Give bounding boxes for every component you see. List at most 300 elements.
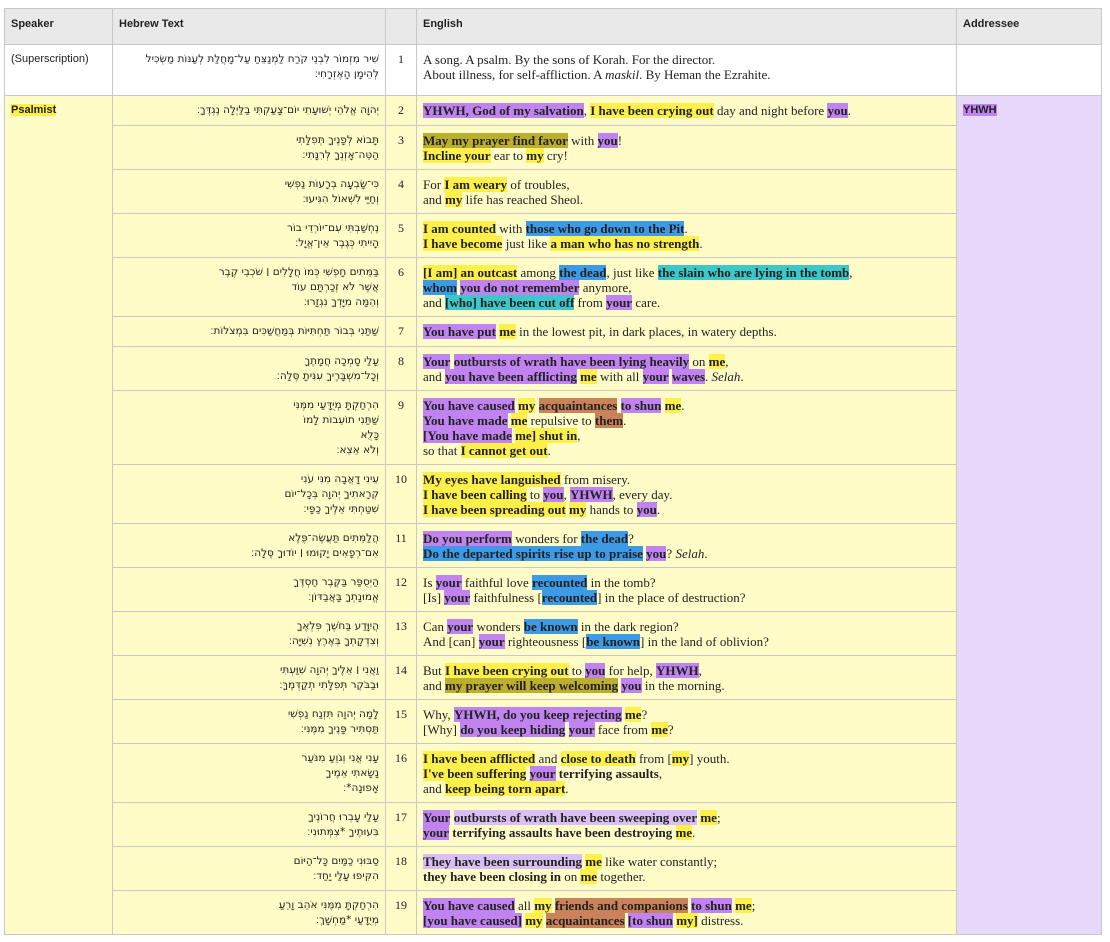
highlighted-phrase: YHWH, do you keep rejecting: [453, 707, 622, 722]
text-run: with all: [596, 369, 643, 384]
text-run: ,: [658, 766, 663, 781]
header-speaker: Speaker: [5, 9, 113, 45]
verse-row: [5, 170, 1102, 214]
highlighted-phrase: Selah: [675, 546, 705, 561]
english-cell: [417, 347, 957, 391]
header-row: [5, 9, 1102, 45]
text-run: ,: [577, 428, 581, 443]
text-run: .: [684, 221, 688, 236]
hebrew-line: וְצִדְקָתְךָ בְּאֶרֶץ נְשִׁיָּה׃: [288, 635, 379, 647]
english-line: [423, 546, 950, 561]
text-run: faithfulness [: [470, 590, 542, 605]
text-run: together.: [597, 869, 646, 884]
hebrew-cell: [113, 803, 386, 847]
highlighted-phrase: terrifying assaults have been destroying: [452, 825, 673, 840]
highlighted-phrase: the dead: [559, 265, 607, 280]
superscription-addressee: [957, 45, 1102, 96]
english-line: [423, 443, 950, 458]
highlighted-phrase: outbursts of wrath have been sweeping over: [453, 810, 698, 825]
text-run: on: [560, 869, 581, 884]
english-cell: [417, 214, 957, 258]
highlighted-phrase: I've been suffering: [423, 766, 527, 781]
highlighted-phrase: YHWH: [655, 663, 699, 678]
superscription-hebrew: [113, 45, 386, 96]
hebrew-line: עָנִי אֲנִי וְגֹוֵעַ מִנֹּעַר: [301, 752, 379, 764]
highlighted-phrase: I have been spreading out: [423, 502, 566, 517]
text-run: But: [423, 663, 446, 678]
highlighted-phrase: You have caused: [423, 398, 515, 413]
english-line: [423, 634, 950, 649]
verse-row: [5, 126, 1102, 170]
highlighted-phrase: me: [708, 354, 726, 369]
hebrew-cell: [113, 96, 386, 126]
highlighted-phrase: be known: [586, 634, 641, 649]
hebrew-cell: [113, 347, 386, 391]
hebrew-line: אֱמוּנָתְךָ בָּאֲבַדּוֹן׃: [308, 591, 379, 603]
hebrew-line: וְהֵמָּה מִיָּדְךָ נִגְזָרוּ׃: [303, 296, 379, 308]
english-cell: [417, 803, 957, 847]
hebrew-line: וְכָל־מִשְׁבָּרֶיךָ עִנִּיתָ סֶּלָה׃: [276, 370, 379, 382]
hebrew-line: הִרְחַקְתָּ מְיֻדָּעַי מִמֶּנִּי: [293, 399, 379, 411]
text-run: ?: [667, 722, 674, 737]
english-line: [423, 590, 950, 605]
english-line: [423, 148, 950, 163]
highlighted-phrase: close to death: [560, 751, 636, 766]
english-line: [423, 487, 950, 502]
highlighted-phrase: You have put: [423, 324, 496, 339]
text-run: and: [423, 295, 446, 310]
text-run: face from: [594, 722, 652, 737]
text-run: .: [656, 502, 661, 517]
text-run: !: [617, 133, 623, 148]
highlighted-phrase: my prayer will keep welcoming: [445, 678, 619, 693]
highlighted-phrase: me: [499, 324, 516, 339]
hebrew-line: עֵינִי דָאֲבָה מִנִּי עֹנִי: [300, 473, 379, 485]
verse-number: 19: [386, 891, 417, 935]
text-run: from misery.: [560, 472, 631, 487]
english-cell: [417, 568, 957, 612]
hebrew-cell: [113, 465, 386, 524]
text-run: .: [681, 398, 685, 413]
highlighted-phrase: you: [827, 103, 848, 118]
highlighted-phrase: your: [478, 634, 505, 649]
hebrew-cell: [113, 214, 386, 258]
text-run: .: [692, 825, 696, 840]
english-line: About illness, for self-affliction. A maskil. By Heman the Ezrahite.: [423, 67, 771, 82]
english-cell: [417, 700, 957, 744]
highlighted-phrase: I have been calling: [423, 487, 527, 502]
text-run: For: [423, 177, 445, 192]
highlighted-phrase: do you keep hiding: [460, 722, 566, 737]
highlighted-phrase: YHWH: [570, 487, 613, 502]
english-line: [423, 619, 950, 634]
english-line: [423, 295, 950, 310]
highlighted-phrase: You have made: [423, 413, 508, 428]
addressee-cell: [957, 96, 1102, 935]
highlighted-phrase: a man who has no strength: [550, 236, 700, 251]
hebrew-line: כִּי־שָׂבְעָה בְרָעוֹת נַפְשִׁי: [284, 178, 379, 190]
text-run: day and night before: [713, 103, 828, 118]
highlighted-phrase: you: [597, 133, 618, 148]
highlighted-phrase: my: [445, 192, 463, 207]
highlighted-phrase: me: [675, 825, 693, 840]
english-line: [423, 502, 950, 517]
hebrew-cell: [113, 847, 386, 891]
highlighted-phrase: my: [569, 502, 587, 517]
highlighted-phrase: [who] have been cut off: [445, 295, 575, 310]
hebrew-line: אָפוּנָה*׃: [343, 782, 379, 794]
hebrew-cell: [113, 126, 386, 170]
verse-number: 2: [386, 96, 417, 126]
english-cell: [417, 170, 957, 214]
highlighted-phrase: them: [594, 413, 624, 428]
english-line: [423, 398, 950, 413]
verse-row: [5, 612, 1102, 656]
verse-number: 7: [386, 317, 417, 347]
english-line: [423, 280, 950, 295]
hebrew-line: עָלַי סָמְכָה חֲמָתֶךָ: [304, 355, 379, 367]
text-run: Why,: [423, 707, 454, 722]
highlighted-phrase: me: [510, 413, 528, 428]
verse-row: [5, 847, 1102, 891]
header-hebrew: Hebrew Text: [113, 9, 386, 45]
highlighted-phrase: your: [642, 369, 669, 384]
highlighted-phrase: me: [580, 869, 598, 884]
hebrew-line: הֲיִוָּדַע בַּחֹשֶׁךְ פִּלְאֶךָ: [296, 620, 379, 632]
text-run: distress.: [697, 913, 744, 928]
hebrew-line: מְיֻדָּעַי *מַחְשָׁךְ׃: [316, 914, 379, 926]
hebrew-line: תָּבוֹא לְפָנֶיךָ תְּפִלָּתִי: [296, 134, 379, 146]
text-run: from: [574, 295, 607, 310]
english-line: A song. A psalm. By the sons of Korah. For the director.: [423, 52, 716, 67]
hebrew-line: יְהוָה אֱלֹהֵי יְשׁוּעָתִי יוֹם־צָעַקְתִּי בַלַּיְלָה נֶגְדֶּךָ׃: [196, 104, 379, 116]
text-run: , every day.: [612, 487, 673, 502]
highlighted-phrase: acquaintances: [538, 398, 618, 413]
hebrew-line: נָשָׂאתִי אֵמֶיךָ: [325, 767, 379, 779]
english-line: [423, 369, 950, 384]
verse-number: 9: [386, 391, 417, 465]
hebrew-line: הִקִּיפוּ עָלַי יָחַד׃: [313, 870, 379, 882]
superscription-english: [417, 45, 957, 96]
highlighted-phrase: I am counted: [423, 221, 496, 236]
verse-row: [5, 258, 1102, 317]
highlighted-phrase: to shun: [691, 898, 732, 913]
highlighted-phrase: me: [580, 369, 597, 384]
highlighted-phrase: you: [621, 678, 642, 693]
english-cell: [417, 524, 957, 568]
verse-number: 13: [386, 612, 417, 656]
english-line: [423, 103, 950, 118]
english-cell: [417, 656, 957, 700]
text-run: repulsive to: [527, 413, 595, 428]
english-line: [423, 898, 950, 913]
speaker-label: Psalmist: [11, 104, 57, 116]
highlighted-phrase: your: [423, 825, 449, 840]
verse-number: 1: [386, 45, 417, 96]
english-line: [423, 869, 950, 884]
highlighted-phrase: those who go down to the Pit: [525, 221, 685, 236]
verse-number: 17: [386, 803, 417, 847]
hebrew-line: בַּמֵּתִים חָפְשִׁי כְּמוֹ חֲלָלִים ׀ שֹׁכְבֵי קֶבֶר: [218, 266, 379, 278]
text-run: with: [495, 221, 526, 236]
text-run: wonders: [473, 619, 524, 634]
verse-row: [5, 524, 1102, 568]
text-run: ?: [628, 531, 634, 546]
english-line: [423, 531, 950, 546]
highlighted-phrase: Incline your: [423, 148, 491, 163]
text-run: .: [623, 413, 627, 428]
english-cell: [417, 612, 957, 656]
hebrew-line: הָיִיתִי כְּגֶבֶר אֵין־אֱיָל׃: [295, 237, 379, 249]
hebrew-cell: [113, 744, 386, 803]
highlighted-phrase: me: [700, 810, 717, 825]
verse-row: [5, 656, 1102, 700]
text-run: Can: [423, 619, 448, 634]
speaker-cell: [5, 96, 113, 935]
highlighted-phrase: you: [585, 663, 606, 678]
text-run: .: [740, 369, 744, 384]
english-line: [423, 472, 950, 487]
verse-number: 12: [386, 568, 417, 612]
verse-number: 14: [386, 656, 417, 700]
text-run: wonders for: [511, 531, 581, 546]
text-run: and: [535, 751, 561, 766]
hebrew-line: שַׁתַּנִי בְּבוֹר תַּחְתִּיּוֹת בְּמַחֲשַׁכִּים בִּמְצֹלוֹת׃: [210, 325, 379, 337]
highlighted-phrase: me: [585, 854, 602, 869]
hebrew-line: אֲשֶׁר לֹא זְכַרְתָּם עוֹד: [291, 281, 379, 293]
verse-number: 11: [386, 524, 417, 568]
english-line: [423, 324, 950, 339]
highlighted-phrase: whom: [423, 280, 457, 295]
highlighted-phrase: acquaintances: [545, 913, 625, 928]
highlighted-phrase: to shun: [620, 398, 662, 413]
header-num: [386, 9, 417, 45]
text-run: and: [423, 781, 446, 796]
english-line: [423, 265, 950, 280]
hebrew-line: שַׁתַּנִי תוֹעֵבוֹת לָמוֹ: [303, 414, 379, 426]
hebrew-cell: [113, 170, 386, 214]
text-run: care.: [632, 295, 661, 310]
text-run: in the tomb?: [587, 575, 656, 590]
english-line: [423, 236, 950, 251]
english-line: [423, 428, 950, 443]
highlighted-phrase: [I am] an outcast: [423, 265, 518, 280]
verse-row: [5, 317, 1102, 347]
highlighted-phrase: me: [624, 707, 642, 722]
text-run: .: [547, 443, 551, 458]
highlighted-phrase: you: [636, 502, 657, 517]
highlighted-phrase: your: [568, 722, 595, 737]
highlighted-phrase: the slain who are lying in the tomb: [657, 265, 850, 280]
hebrew-line: הַטֵּה־אָזְנְךָ לְרִנָּתִי׃: [302, 149, 379, 161]
hebrew-line: לְהֵימָן הָאֶזְרָחִי׃: [314, 68, 379, 80]
text-run: [Is]: [423, 590, 445, 605]
hebrew-cell: [113, 700, 386, 744]
highlighted-phrase: my: [671, 751, 690, 766]
highlighted-phrase: the dead: [580, 531, 629, 546]
highlighted-phrase: my]: [676, 913, 698, 928]
text-run: of troubles,: [507, 177, 570, 192]
english-line: [423, 413, 950, 428]
text-run: ;: [716, 810, 721, 825]
hebrew-cell: [113, 258, 386, 317]
highlighted-phrase: I have been crying out: [445, 663, 569, 678]
english-cell: [417, 126, 957, 170]
highlighted-phrase: your: [606, 295, 633, 310]
hebrew-line: כָּלֻא: [360, 429, 379, 441]
hebrew-line: שִׁטַּחְתִּי אֵלֶיךָ כַפָּי׃: [303, 503, 379, 515]
highlighted-phrase: I am weary: [444, 177, 508, 192]
verse-number: 10: [386, 465, 417, 524]
verse-number: 3: [386, 126, 417, 170]
text-run: Is: [423, 575, 436, 590]
highlighted-phrase: my: [518, 398, 536, 413]
text-run: and: [423, 369, 446, 384]
highlighted-phrase: Do the departed spirits rise up to praise: [423, 546, 643, 561]
english-line: [423, 354, 950, 369]
text-run: on: [689, 354, 709, 369]
highlighted-phrase: me] shut in: [515, 428, 578, 443]
highlighted-phrase: my: [534, 898, 552, 913]
highlighted-phrase: Selah: [711, 369, 741, 384]
verse-row: [5, 347, 1102, 391]
english-line: [423, 192, 950, 207]
english-cell: [417, 96, 957, 126]
highlighted-phrase: [to shun: [627, 913, 673, 928]
superscription-speaker: (Superscription): [5, 45, 113, 96]
highlighted-phrase: They have been surrounding: [423, 854, 583, 869]
highlighted-phrase: recounted: [541, 590, 598, 605]
hebrew-line: תַּסְתִּיר פָּנֶיךָ מִמֶּנִּי׃: [300, 723, 379, 735]
highlighted-phrase: my: [525, 913, 543, 928]
english-line: [423, 751, 950, 766]
hebrew-line: וַאֲנִי ׀ אֵלֶיךָ יְהוָה שִׁוַּעְתִּי: [279, 664, 379, 676]
english-line: [423, 663, 950, 678]
highlighted-phrase: [You have made: [423, 428, 512, 443]
highlighted-phrase: you: [646, 546, 667, 561]
hebrew-cell: [113, 612, 386, 656]
verse-row: [5, 891, 1102, 935]
text-run: just like: [502, 236, 551, 251]
text-run: life has reached Sheol.: [462, 192, 584, 207]
text-run: with: [567, 133, 598, 148]
highlighted-phrase: me: [651, 722, 668, 737]
verse-row: [5, 803, 1102, 847]
english-cell: [417, 891, 957, 935]
highlighted-phrase: be known: [523, 619, 578, 634]
hebrew-line: בִּעוּתֶיךָ *צִמְּתוּנִי׃: [307, 826, 379, 838]
text-run: ,: [583, 103, 591, 118]
english-line: [423, 722, 950, 737]
text-run: ?: [641, 707, 648, 722]
text-run: ] youth.: [689, 751, 730, 766]
hebrew-cell: [113, 891, 386, 935]
hebrew-line: הִרְחַקְתָּ מִמֶּנִּי אֹהֵב וָרֵעַ: [278, 899, 379, 911]
english-cell: [417, 744, 957, 803]
text-run: to: [568, 663, 586, 678]
text-run: so that: [423, 443, 461, 458]
hebrew-line: וְלֹא אֵצֵא׃: [336, 444, 379, 456]
text-run: And [can]: [423, 634, 479, 649]
text-run: ,: [563, 487, 571, 502]
hebrew-line: אִם־רְפָאִים יָקוּמוּ ׀ יוֹדוּךָ סֶּלָה׃: [251, 547, 379, 559]
hebrew-line: עָלַי עָבְרוּ חֲרוֹנֶיךָ: [307, 811, 379, 823]
english-line: [423, 177, 950, 192]
verse-number: 8: [386, 347, 417, 391]
superscription-row: [5, 45, 1102, 96]
highlighted-phrase: May my prayer find favor: [423, 133, 568, 148]
highlighted-phrase: your: [447, 619, 474, 634]
text-run: .: [699, 236, 703, 251]
highlighted-phrase: you do not remember: [460, 280, 580, 295]
text-run: ] in the place of destruction?: [597, 590, 746, 605]
english-cell: [417, 317, 957, 347]
text-run: anymore,: [579, 280, 632, 295]
text-run: and: [423, 192, 446, 207]
verse-row: [5, 700, 1102, 744]
text-run: cry!: [543, 148, 568, 163]
highlighted-phrase: you: [543, 487, 564, 502]
text-run: .: [847, 103, 851, 118]
text-run: in the lowest pit, in dark places, in watery depths.: [515, 324, 777, 339]
highlighted-phrase: you have been afflicting: [445, 369, 577, 384]
highlighted-phrase: Your: [423, 810, 451, 825]
text-run: ;: [751, 898, 756, 913]
verse-number: 4: [386, 170, 417, 214]
verse-row: [5, 391, 1102, 465]
verse-row: [5, 744, 1102, 803]
english-line: [423, 221, 950, 236]
text-run: ] in the land of oblivion?: [640, 634, 769, 649]
text-run: ?: [666, 546, 676, 561]
hebrew-line: וְחַיַּי לִשְׁאוֹל הִגִּיעוּ׃: [302, 193, 379, 205]
hebrew-line: לָמָה יְהוָה תִּזְנַח נַפְשִׁי: [287, 708, 379, 720]
text-run: to: [526, 487, 544, 502]
hebrew-cell: [113, 391, 386, 465]
hebrew-cell: [113, 317, 386, 347]
hebrew-line: הַיְסֻפַּר בַּקֶּבֶר חַסְדֶּךָ: [293, 576, 379, 588]
text-run: .: [565, 781, 569, 796]
english-cell: [417, 258, 957, 317]
text-run: and: [423, 678, 446, 693]
hebrew-cell: [113, 656, 386, 700]
english-cell: [417, 391, 957, 465]
verse-row: [5, 568, 1102, 612]
addressee-label: YHWH: [963, 104, 997, 116]
highlighted-phrase: Your: [423, 354, 451, 369]
hebrew-line: נֶחְשַׁבְתִּי עִם־יוֹרְדֵי בוֹר: [286, 222, 379, 234]
hebrew-line: וּבַבֹּקֶר תְּפִלָּתִי תְקַדְּמֶךָּ׃: [279, 679, 379, 691]
hebrew-line: שִׁיר מִזְמוֹר לִבְנֵי קֹרַח לַמְנַצֵּחַ עַל־מָחֲלַת לְעַנּוֹת מַשְׂכִּיל: [145, 53, 379, 65]
highlighted-phrase: your: [435, 575, 462, 590]
text-run: in the dark region?: [577, 619, 679, 634]
highlighted-phrase: My eyes have languished: [423, 472, 561, 487]
text-run: , just like: [606, 265, 658, 280]
text-run: .: [705, 369, 712, 384]
text-run: all: [514, 898, 535, 913]
hebrew-line: קְרָאתִיךָ יְהוָה בְּכָל־יוֹם: [284, 488, 379, 500]
highlighted-phrase: You have caused: [423, 898, 515, 913]
verse-number: 16: [386, 744, 417, 803]
english-line: [423, 810, 950, 825]
highlighted-phrase: [you have caused]: [423, 913, 522, 928]
psalm-table: [4, 8, 1102, 935]
english-line: [423, 133, 950, 148]
text-run: from [: [635, 751, 672, 766]
highlighted-phrase: your: [529, 766, 556, 781]
english-cell: [417, 465, 957, 524]
english-line: [423, 707, 950, 722]
